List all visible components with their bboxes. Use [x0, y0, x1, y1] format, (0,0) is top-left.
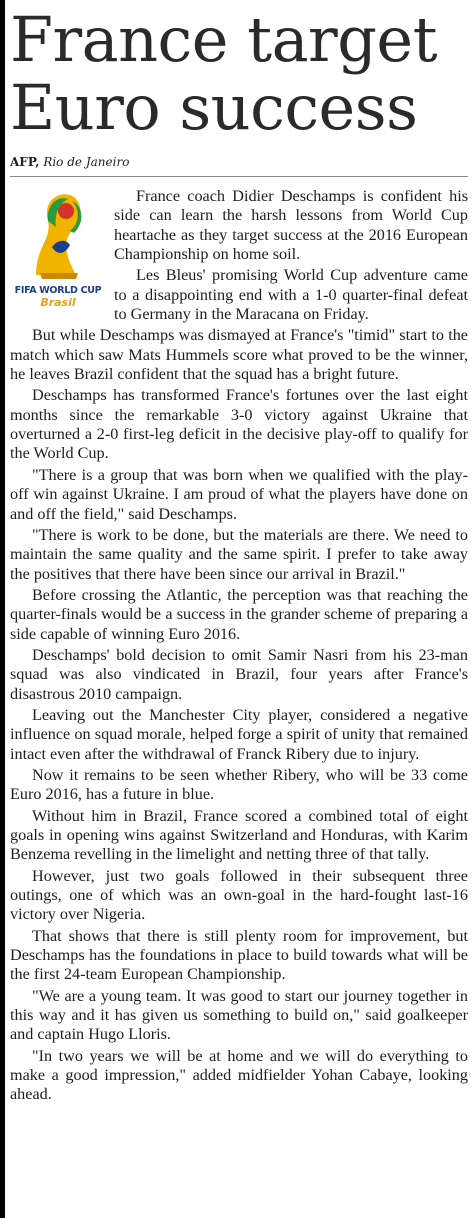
paragraph: That shows that there is still plenty room for improvement, but Deschamps has the foundations in place to build towards what will be the first 24-team European Championship.	[10, 926, 468, 984]
paragraph: However, just two goals followed in their subsequent three outings, one of which was an own-goal in the hard-fought last-16 victory over Nigeria.	[10, 866, 468, 924]
world-cup-logo	[10, 187, 106, 309]
article-body	[10, 187, 468, 1105]
trophy-icon	[22, 187, 94, 281]
left-margin-rule	[0, 0, 5, 1218]
paragraph: Leaving out the Manchester City player, considered a negative influence on squad morale, helped forge a spirit of unity that remained intact even after the withdrawal of Franck Ribery due to injury.	[10, 705, 468, 763]
byline	[10, 154, 468, 170]
paragraph: Before crossing the Atlantic, the perception was that reaching the quarter-finals would be a success in the grander scheme of preparing a side capable of winning Euro 2016.	[10, 585, 468, 643]
byline-divider	[10, 176, 468, 177]
logo-wordmark: FIFA WORLD CUP	[14, 285, 102, 296]
paragraph: France coach Didier Deschamps is confident his side can learn the harsh lessons from World Cup heartache as they target success at the 2016 European Championship on home soil.	[114, 187, 468, 264]
paragraph: "There is a group that was born when we qualified with the play-off win against Ukraine. I am proud of what the players have done on and off the field," said Deschamps.	[10, 465, 468, 523]
paragraph: Les Bleus' promising World Cup adventure came to a disappointing end with a 1-0 quarter-final defeat to Germany in the Maracana on Friday.	[114, 266, 468, 324]
headline: France target Euro success	[10, 3, 437, 144]
paragraph: Deschamps' bold decision to omit Samir Nasri from his 23-man squad was also vindicated in Brazil, four years after France's disastrous 2010 campaign.	[10, 645, 468, 703]
logo-country: Brasil	[40, 296, 76, 309]
byline-place: Rio de Janeiro	[43, 155, 130, 169]
paragraph: "There is work to be done, but the materials are there. We need to maintain the same quality and the same spirit. I prefer to take away the positives that there have been since our arrival in Brazil."	[10, 525, 468, 583]
paragraph: Without him in Brazil, France scored a combined total of eight goals in opening wins against Switzerland and Honduras, with Karim Benzema revelling in the limelight and netting three of that tally.	[10, 806, 468, 864]
paragraph: Now it remains to be seen whether Ribery, who will be 33 come Euro 2016, has a future in blue.	[10, 765, 468, 804]
byline-agency: AFP,	[10, 155, 40, 169]
news-article	[10, 0, 468, 1107]
paragraph: But while Deschamps was dismayed at France's "timid" start to the match which saw Mats Hummels score what proved to be the winner, he leaves Brazil confident that the squad has a bright future.	[10, 326, 468, 384]
paragraph: "In two years we will be at home and we will do everything to make a good impression," added midfielder Yohan Cabaye, looking ahead.	[10, 1046, 468, 1104]
paragraph: Deschamps has transformed France's fortunes over the last eight months since the remarkable 3-0 victory against Ukraine that overturned a 2-0 first-leg deficit in the decisive play-off to qualify for the World Cup.	[10, 386, 468, 463]
paragraph: "We are a young team. It was good to start our journey together in this way and it has given us something to build on," said goalkeeper and captain Hugo Lloris.	[10, 986, 468, 1044]
